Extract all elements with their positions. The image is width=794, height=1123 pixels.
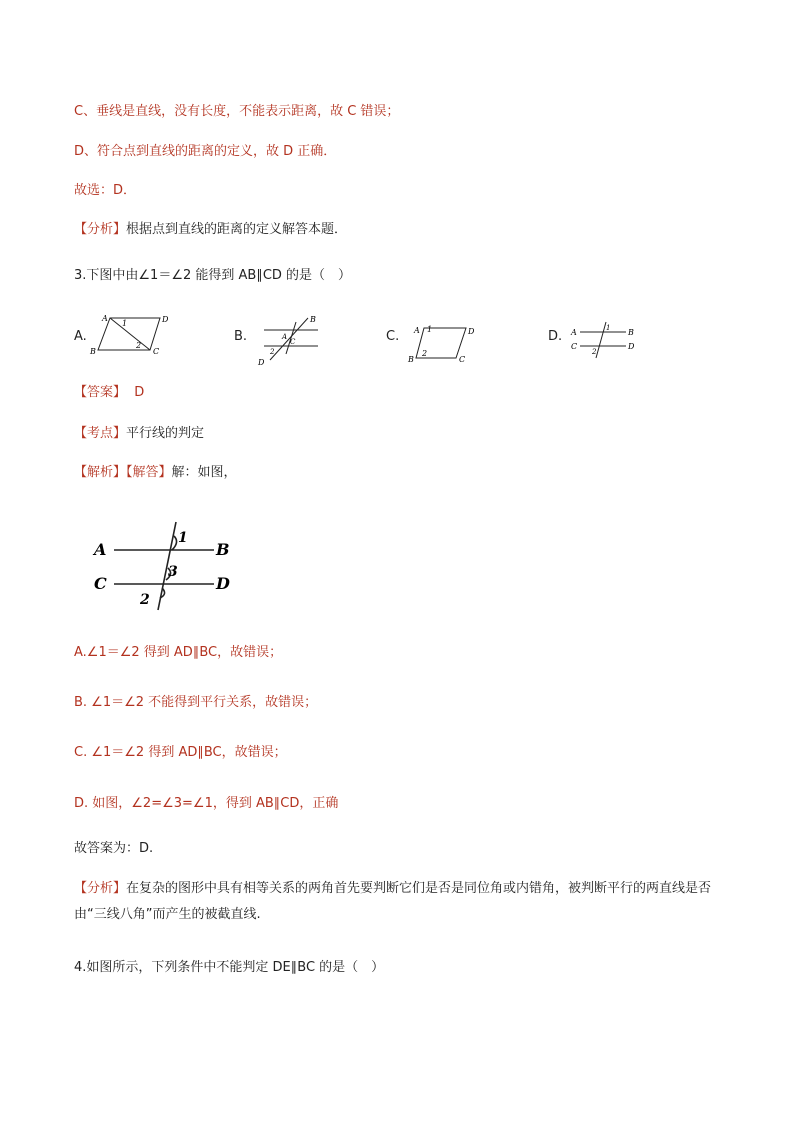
fig-a-label: 2: [136, 341, 142, 350]
option-b-label: B.: [234, 329, 248, 344]
figure-option-a: [88, 312, 178, 360]
fig-big-label: B: [216, 540, 230, 559]
fig-c-label: B: [408, 355, 414, 364]
figure-option-d: [568, 318, 644, 362]
fig-d-label: 2: [592, 348, 597, 356]
solution-c-line: C、垂线是直线，没有长度，不能表示距离，故 C 错误；: [74, 104, 400, 119]
fig-d-label: D: [628, 342, 635, 351]
analysis-2: [74, 876, 724, 928]
kaodian-tag: 【考点】: [74, 426, 127, 441]
fig-d-label: C: [571, 342, 578, 351]
fig-c-label: D: [468, 327, 475, 336]
kaodian-text: 平行线的判定: [126, 426, 205, 441]
fig-b-label: C: [290, 338, 296, 346]
fig-b-label: 2: [270, 348, 275, 356]
jiexi-line: [74, 463, 237, 483]
fig-a-label: B: [90, 347, 96, 356]
option-a-label: A.: [74, 329, 87, 344]
sol-d: D. 如图，∠2=∠3=∠1，得到 AB∥CD，正确: [74, 796, 339, 811]
figure-option-b: [256, 312, 326, 368]
fig-big-label: C: [94, 574, 107, 593]
figure-option-c: [404, 318, 484, 366]
fig-d-label: 1: [606, 324, 611, 332]
analysis-text: 根据点到直线的距离的定义解答本题．: [126, 222, 348, 237]
fig-a-label: D: [162, 315, 169, 324]
final-answer: 故答案为：D.: [74, 841, 154, 856]
jiexi-tag: 【解析】【解答】: [74, 465, 172, 480]
question-3: 3.下图中由∠1＝∠2 能得到 AB∥CD 的是（ ）: [74, 268, 352, 283]
analysis2-text: 在复杂的图形中具有相等关系的两角首先要判断它们是否是同位角或内错角，被判断平行的两直线是否由“三线八角”而产生的被截直线.: [74, 881, 712, 922]
answer-tag: 【答案】: [74, 385, 127, 400]
solution-d-line: D、符合点到直线的距离的定义，故 D 正确．: [74, 144, 337, 159]
answer-value: D: [134, 385, 145, 400]
fig-c-label: 1: [427, 325, 433, 334]
kaodian-line: [74, 424, 204, 444]
fig-b-label: B: [310, 315, 316, 324]
analysis-tag: 【分析】: [74, 222, 127, 237]
option-c-label: C.: [386, 329, 400, 344]
sol-c: C. ∠1＝∠2 得到 AD∥BC，故错误；: [74, 745, 287, 760]
fig-a-label: C: [153, 347, 160, 356]
fig-c-label: 2: [422, 349, 428, 358]
fig-d-label: A: [571, 328, 577, 337]
fig-big-label: 1: [178, 530, 188, 546]
analysis-1: [74, 220, 347, 240]
sol-b: B. ∠1＝∠2 不能得到平行关系，故错误；: [74, 695, 318, 710]
fig-c-label: A: [414, 326, 420, 335]
fig-b-label: D: [258, 358, 265, 367]
choice-line: 故选：D．: [74, 183, 137, 198]
fig-a-label: A: [102, 314, 108, 323]
fig-d-label: B: [628, 328, 634, 337]
answer-line: [74, 383, 144, 403]
fig-b-label: A: [282, 333, 288, 341]
figure-solution: [88, 514, 248, 614]
fig-big-label: A: [94, 540, 107, 559]
jiexi-text: 解：如图，: [171, 465, 237, 480]
fig-c-label: C: [459, 355, 466, 364]
fig-big-label: 3: [168, 564, 178, 580]
fig-big-label: 2: [140, 592, 150, 608]
option-d-label: D.: [548, 329, 563, 344]
fig-a-label: 1: [122, 319, 128, 328]
sol-a: A.∠1＝∠2 得到 AD∥BC，故错误；: [74, 645, 283, 660]
fig-big-label: D: [216, 574, 230, 593]
question-4: 4.如图所示，下列条件中不能判定 DE∥BC 的是（ ）: [74, 960, 385, 975]
analysis2-tag: 【分析】: [74, 881, 127, 896]
